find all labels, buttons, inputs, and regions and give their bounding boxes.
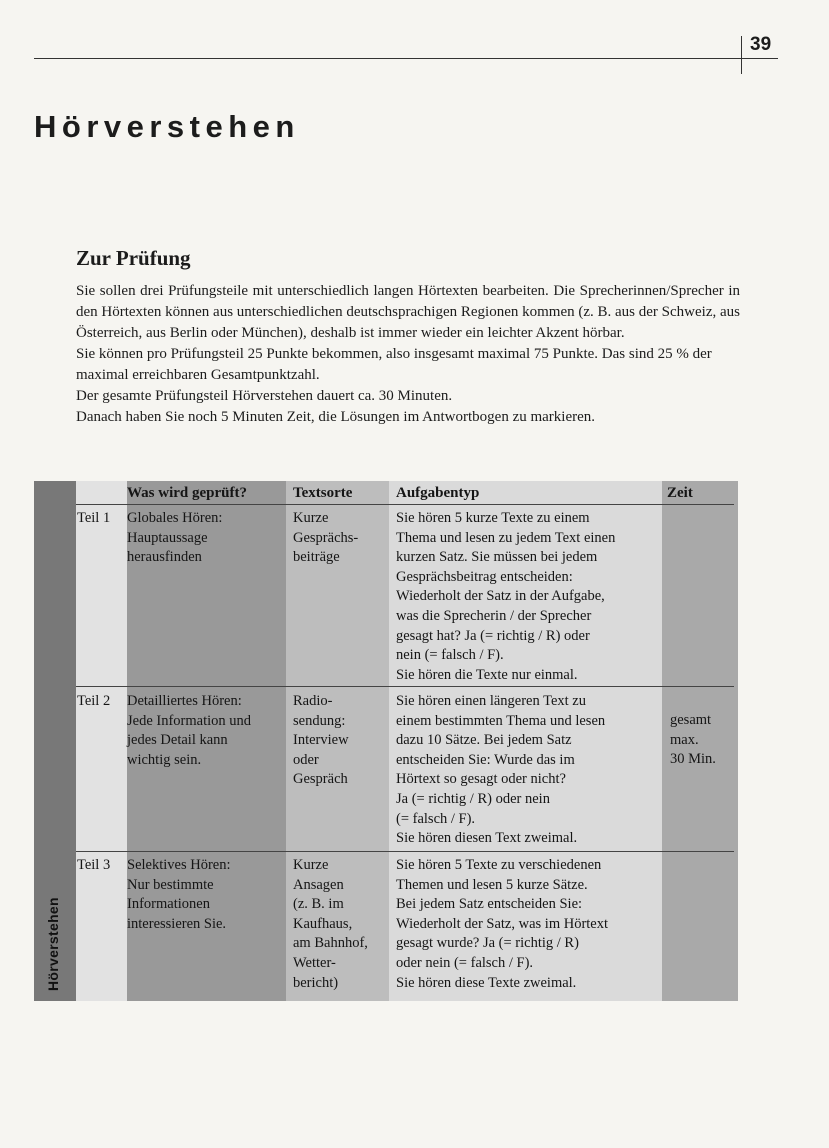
header-rule bbox=[34, 58, 778, 59]
row-aufgabentyp: Sie hören 5 Texte zu verschiedenen Themen und lesen 5 kurze Sätze. Bei jedem Satz entscheiden Sie: Wiederholt der Satz, was im Hörtext gesagt wurde? Ja (= richtig / R) oder nein (= falsch / F). Sie hören diese Texte zweimal. bbox=[396, 857, 609, 991]
row-divider bbox=[76, 851, 734, 852]
row-textsorte: Kurze Gesprächs- beiträge bbox=[293, 510, 359, 566]
header-textsorte: Textsorte bbox=[293, 485, 353, 501]
intro-paragraph: Der gesamte Prüfungsteil Hörverstehen dauert ca. 30 Minuten. bbox=[76, 388, 453, 404]
row-geprueft: Detailliertes Hören: Jede Information und jedes Detail kann wichtig sein. bbox=[127, 693, 252, 768]
row-aufgabentyp: Sie hören 5 kurze Texte zu einem Thema und lesen zu jedem Text einen kurzen Satz. Sie müssen bei jedem Gesprächsbeitrag entscheiden: Wiederholt der Satz in der Aufgabe, was die Sprecherin / der Sprecher gesagt hat? Ja (= richtig / R) oder nein (= falsch / F). Sie hören die Texte nur einmal. bbox=[396, 510, 616, 683]
row-divider bbox=[76, 686, 734, 687]
row-teil: Teil 3 bbox=[77, 857, 111, 873]
row-teil: Teil 1 bbox=[77, 510, 111, 526]
header-geprueft: Was wird geprüft? bbox=[127, 485, 247, 501]
header-aufgabentyp: Aufgabentyp bbox=[396, 485, 480, 501]
page-number-rule bbox=[741, 36, 742, 74]
column-teil bbox=[76, 481, 127, 1001]
page-title: Hörverstehen bbox=[34, 109, 300, 144]
intro-text bbox=[76, 281, 740, 428]
row-geprueft: Selektives Hören: Nur bestimmte Informationen interessieren Sie. bbox=[127, 857, 231, 932]
row-aufgabentyp: Sie hören einen längeren Text zu einem bestimmten Thema und lesen dazu 10 Sätze. Bei jedem Satz entscheiden Sie: Wurde das im Hörtext so gesagt oder nicht? Ja (= richtig / R) oder nein (= falsch / F). Sie hören diesen Text zweimal. bbox=[396, 693, 606, 847]
header-zeit: Zeit bbox=[667, 485, 693, 501]
row-textsorte: Radio- sendung: Interview oder Gespräch bbox=[293, 693, 349, 788]
intro-paragraph: Sie können pro Prüfungsteil 25 Punkte bekommen, also insgesamt maximal 75 Punkte. Das sind 25 % der maximal erreichbaren Gesamtpunktzahl. bbox=[76, 346, 712, 383]
exam-overview-table bbox=[34, 481, 738, 1001]
zeit-total: gesamt max. 30 Min. bbox=[670, 712, 716, 768]
row-geprueft: Globales Hören: Hauptaussage herausfinden bbox=[127, 510, 223, 566]
side-tab-label: Hörverstehen bbox=[45, 897, 61, 991]
intro-paragraph: Sie sollen drei Prüfungsteile mit unterschiedlich langen Hörtexten bearbeiten. Die Sprecherinnen/Sprecher in den Hörtexten können aus unterschiedlichen deutschsprachigen Regionen kommen (z. B. aus der Schweiz, aus Österreich, aus Berlin oder München), deshalb ist immer wieder ein leichter Akzent hörbar. bbox=[76, 283, 740, 341]
page-number: 39 bbox=[750, 34, 772, 55]
section-heading: Zur Prüfung bbox=[76, 246, 191, 270]
header-rule bbox=[76, 504, 734, 505]
intro-paragraph: Danach haben Sie noch 5 Minuten Zeit, die Lösungen im Antwortbogen zu markieren. bbox=[76, 409, 596, 425]
row-textsorte: Kurze Ansagen (z. B. im Kaufhaus, am Bahnhof, Wetter- bericht) bbox=[293, 857, 368, 991]
row-teil: Teil 2 bbox=[77, 693, 111, 709]
